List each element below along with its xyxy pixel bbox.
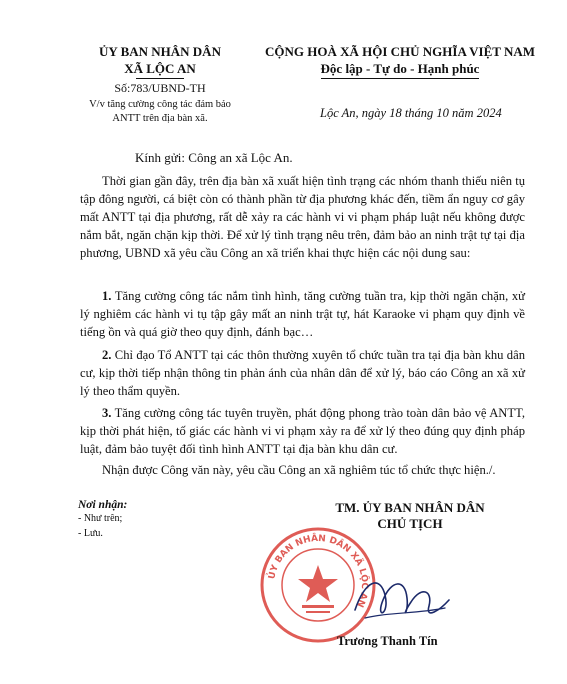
- item-2-text: Chỉ đạo Tổ ANTT tại các thôn thường xuyên tổ chức tuần tra tại địa bàn khu dân cư, kịp thời tiếp nhận thông tin phản ánh của nhân dân để xử lý, báo cáo Công an xã xử lý theo thẩm quyền.: [80, 348, 525, 398]
- item-2-number: 2.: [102, 348, 112, 362]
- recipients-item: - Lưu.: [78, 528, 103, 539]
- national-title: CỘNG HOÀ XÃ HỘI CHỦ NGHĨA VIỆT NAM: [264, 44, 536, 59]
- document-subject-line1: V/v tăng cường công tác đảm bảo: [89, 99, 231, 110]
- item-1-paragraph: [80, 287, 525, 341]
- closing-paragraph: Nhận được Công văn này, yêu cầu Công an xã nghiêm túc tổ chức thực hiện./.: [102, 463, 496, 477]
- national-motto: Độc lập - Tự do - Hạnh phúc: [320, 61, 480, 76]
- signature-authority: TM. ỦY BAN NHÂN DÂN: [335, 500, 485, 515]
- document-number-value: 783: [130, 81, 149, 95]
- recipients-block: [78, 499, 127, 541]
- recipients-title: Nơi nhận:: [78, 499, 128, 511]
- item-3-text: Tăng cường công tác tuyên truyền, phát động phong trào toàn dân bảo vệ ANTT, kịp thời phát hiện, tố giác các hành vi vi phạm xảy ra để xử lý theo đúng quy định pháp luật, đảm bảo tuyệt đối tình hình ANTT tại địa bàn khu dân cư.: [80, 406, 525, 456]
- document-number-label: Số:: [114, 81, 131, 95]
- item-1-number: 1.: [102, 289, 112, 303]
- issuer-org-line1: ỦY BAN NHÂN DÂN: [99, 44, 221, 59]
- item-3-number: 3.: [102, 406, 112, 420]
- national-header: [250, 44, 550, 78]
- intro-paragraph: Thời gian gần đây, trên địa bàn xã xuất hiện tình trạng các nhóm thanh thiếu niên tụ tập đông người, cá biệt còn có thành phần từ địa phương khác đến, tiềm ẩn nguy cơ gây mất ANTT tại địa phương, rất dễ xảy ra các hành vi vi phạm pháp luật nếu không được nắm bắt, ngăn chặn kịp thời. Để xử lý tình trạng nêu trên, đảm bảo an ninh trật tự tại địa phương, UBND xã yêu cầu Công an xã triển khai thực hiện các nội dung sau:: [80, 174, 525, 260]
- issue-date: Lộc An, ngày 18 tháng 10 năm 2024: [320, 106, 502, 120]
- signer-name: Trương Thanh Tín: [337, 634, 438, 648]
- document-subject-line2: ANTT trên địa bàn xã.: [112, 113, 208, 124]
- recipient-line: Kính gửi: Công an xã Lộc An.: [135, 150, 293, 165]
- item-2-paragraph: [80, 346, 525, 400]
- document-subject: [60, 98, 260, 126]
- recipients-item: - Như trên;: [78, 513, 123, 524]
- item-3-paragraph: [80, 404, 525, 458]
- document-number-suffix: /UBND-TH: [148, 81, 206, 95]
- issuer-header: [60, 44, 260, 126]
- signature-title: CHỦ TỊCH: [377, 516, 443, 531]
- document-number: [60, 81, 260, 96]
- handwritten-signature-icon: [345, 560, 455, 630]
- item-1-text: Tăng cường công tác nắm tình hình, tăng cường tuần tra, kịp thời ngăn chặn, xử lý nghiêm các hành vi tụ tập gây mất an ninh trật tự, hát Karaoke vi phạm quy định về tiếng ồn và quá giờ theo quy định, đánh bạc…: [80, 289, 525, 339]
- issuer-org-line2: XÃ LỘC AN: [124, 61, 196, 76]
- seal-ring-text: ỦY BAN NHÂN DÂN XÃ LỘC AN: [267, 533, 370, 609]
